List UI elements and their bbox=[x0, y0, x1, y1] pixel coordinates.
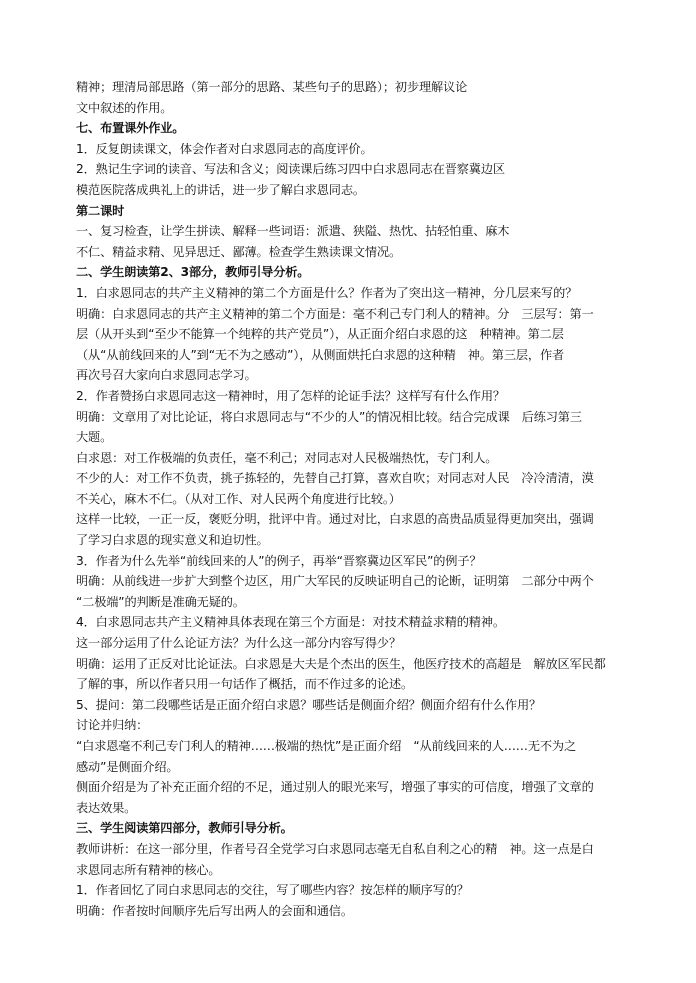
text-line: 明确：从前线进一步扩大到整个边区，用广大军民的反映证明自己的论断，证明第 二部分中两个 bbox=[76, 574, 594, 589]
text-line: 精神；理清局部思路（第一部分的思路、某些句子的思路）；初步理解议论 bbox=[76, 80, 468, 94]
text-line: 2．熟记生字词的读音、写法和含义；阅读课后练习四中白求恩同志在晋察冀边区 bbox=[76, 162, 505, 177]
text-line: 1．作者回忆了同白求思同志的交往，写了哪些内容？按怎样的顺序写的？ bbox=[76, 883, 469, 898]
text-line: 明确：白求恩同志的共产主义精神的第二个方面是：毫不利己专门利人的精神。分 三层写：第一 bbox=[76, 306, 594, 321]
section-heading: 第二课时 bbox=[76, 203, 125, 218]
text-line: 1．反复朗读课文，体会作者对白求恩同志的高度评价。 bbox=[76, 141, 373, 156]
text-line: （从“从前线回来的人”到“无不为之感动”），从侧面烘托白求恩的这种精 神。第三层，作者 bbox=[76, 347, 565, 362]
text-line: 感动”是侧面介绍。 bbox=[76, 759, 179, 774]
text-line: 这一部分运用了什么论证方法？为什么这一部分内容写得少？ bbox=[76, 636, 402, 651]
text-line: 2．作者赞扬白求恩同志这一精神时，用了怎样的论证手法？这样写有什么作用？ bbox=[76, 388, 505, 403]
text-line: 明确：运用了正反对比论证法。白求恩是大夫是个杰出的医生，他医疗技术的高超是 解放区军民都 bbox=[76, 656, 606, 671]
text-line: “白求恩毫不利己专门利人的精神……极端的热忱”是正面介绍 “从前线回来的人……无不为之 bbox=[76, 739, 576, 753]
document-body bbox=[76, 77, 624, 921]
text-line: 讨论并归纳： bbox=[76, 718, 149, 733]
text-line: 层（从开头到“至少不能算一个纯粹的共产党员”），从正面介绍白求恩的这 种精神。第二层 bbox=[76, 327, 564, 342]
text-line: “二极端”的判断是准确无疑的。 bbox=[76, 594, 245, 609]
text-line: 文中叙述的作用。 bbox=[76, 100, 173, 115]
section-heading: 二、学生朗读第2、3部分，教师引导分析。 bbox=[76, 265, 310, 280]
text-line: 教师讲析：在这一部分里，作者号召全党学习白求恩同志毫无自私自利之心的精 神。这一点是白 bbox=[76, 841, 594, 856]
text-line: 一、复习检查，让学生拼读、解释一些词语：派遣、狭隘、热忱、拈轻怕重、麻木 bbox=[76, 224, 510, 239]
text-line: 了解的事，所以作者只用一句话作了概括，而不作过多的论述。 bbox=[76, 677, 414, 692]
text-line: 不少的人：对工作不负责，挑子拣轻的，先替自己打算，喜欢自吹；对同志对人民 冷冷清清，漠 bbox=[76, 471, 594, 486]
text-line: 不关心，麻木不仁。（从对工作、对人民两个角度进行比较。） bbox=[76, 491, 401, 506]
text-line: 大题。 bbox=[76, 430, 113, 445]
text-line: 4．白求恩同志共产主义精神具体表现在第三个方面是：对技术精益求精的精神。 bbox=[76, 615, 505, 630]
text-line: 再次号召大家向白求恩同志学习。 bbox=[76, 368, 257, 383]
section-heading: 七、布置课外作业。 bbox=[76, 121, 185, 136]
text-line: 这样一比较，一正一反，褒贬分明，批评中肯。通过对比，白求恩的高贵品质显得更加突出，强调 bbox=[76, 512, 594, 527]
section-heading: 三、学生阅读第四部分，教师引导分析。 bbox=[76, 821, 293, 836]
text-line: 5、提问：第二段哪些话是正面介绍白求恩？哪些话是侧面介绍？侧面介绍有什么作用？ bbox=[76, 697, 542, 712]
text-line: 3．作者为什么先举“前线回来的人”的例子，再举“晋察冀边区军民”的例子？ bbox=[76, 553, 482, 568]
text-line: 了学习白求恩的现实意义和迫切性。 bbox=[76, 533, 269, 548]
text-line: 明确：文章用了对比论证，将白求恩同志与“不少的人”的情况相比较。结合完成课 后练习第三 bbox=[76, 409, 582, 424]
text-line: 白求恩：对工作极端的负责任，毫不利己；对同志对人民极端热忱，专门利人。 bbox=[76, 450, 498, 465]
text-line: 模范医院落成典礼上的讲话，进一步了解白求恩同志。 bbox=[76, 182, 365, 197]
text-line: 表达效果。 bbox=[76, 800, 137, 815]
text-line: 不仁、精益求精、见异思迁、鄙薄。检查学生熟读课文情况。 bbox=[76, 244, 402, 259]
text-line: 侧面介绍是为了补充正面介绍的不足，通过别人的眼光来写，增强了事实的可信度，增强了文章的 bbox=[76, 780, 594, 795]
text-line: 1．白求恩同志的共产主义精神的第二个方面是什么？作者为了突出这一精神，分几层来写的？ bbox=[76, 285, 578, 300]
text-line: 求恩同志所有精神的核心。 bbox=[76, 862, 221, 877]
text-line: 明确：作者按时间顺序先后写出两人的会面和通信。 bbox=[76, 903, 353, 918]
